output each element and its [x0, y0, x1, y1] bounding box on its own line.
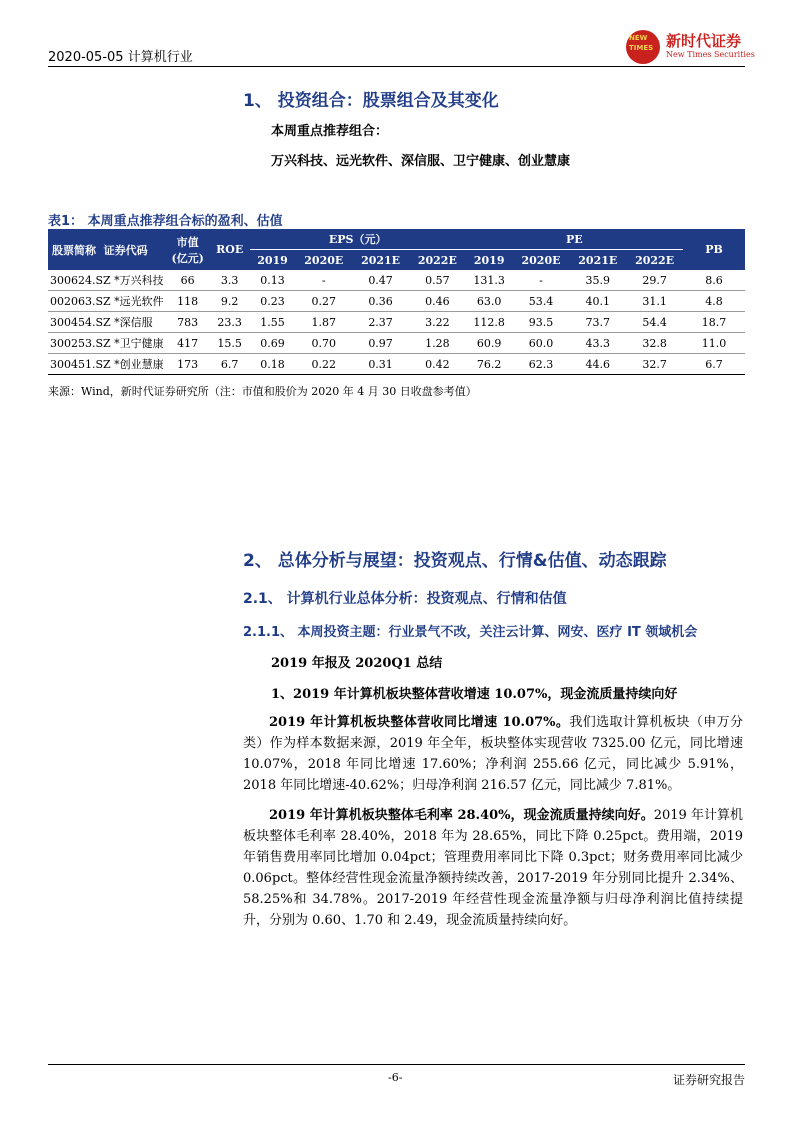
section1-subtitle: 本周重点推荐组合： — [271, 124, 389, 139]
paragraph-2 — [243, 805, 743, 931]
roe-cell: 6.7 — [210, 354, 250, 375]
col-pe-2019: 2019 — [466, 250, 513, 271]
col-name-code: 股票简称 证券代码 — [48, 229, 166, 270]
eps-cell: 0.23 — [250, 291, 296, 312]
eps-cell: 0.18 — [250, 354, 296, 375]
pe-cell: - — [513, 270, 570, 291]
mktcap-cell: 417 — [166, 333, 210, 354]
eps-cell: 0.57 — [409, 270, 466, 291]
stock-cell: 300253.SZ *卫宁健康 — [48, 333, 166, 354]
pb-cell: 4.8 — [683, 291, 745, 312]
company-logo — [626, 28, 756, 64]
mktcap-cell: 118 — [166, 291, 210, 312]
page-number: -6- — [388, 1071, 403, 1084]
eps-cell: 0.47 — [352, 270, 409, 291]
col-pe-2021e: 2021E — [569, 250, 626, 271]
section2-1-title: 2.1、 计算机行业总体分析：投资观点、行情和估值 — [243, 591, 567, 607]
pe-cell: 35.9 — [569, 270, 626, 291]
paragraph-1 — [243, 712, 743, 796]
col-eps-group: EPS（元） — [250, 229, 466, 250]
eps-cell: 0.70 — [295, 333, 352, 354]
col-eps-2019: 2019 — [250, 250, 296, 271]
eps-cell: 0.31 — [352, 354, 409, 375]
col-eps-2021e: 2021E — [352, 250, 409, 271]
pe-cell: 44.6 — [569, 354, 626, 375]
eps-cell: 3.22 — [409, 312, 466, 333]
pe-cell: 53.4 — [513, 291, 570, 312]
summary-title: 2019 年报及 2020Q1 总结 — [271, 656, 443, 671]
pe-cell: 73.7 — [569, 312, 626, 333]
table-row — [48, 312, 745, 333]
footer-rule — [48, 1064, 745, 1065]
stock-cell: 300624.SZ *万兴科技 — [48, 270, 166, 291]
pb-cell: 6.7 — [683, 354, 745, 375]
header-rule — [48, 66, 745, 67]
roe-cell: 15.5 — [210, 333, 250, 354]
eps-cell: 0.46 — [409, 291, 466, 312]
table-row — [48, 333, 745, 354]
stock-cell: 300454.SZ *深信服 — [48, 312, 166, 333]
eps-cell: 0.69 — [250, 333, 296, 354]
pe-cell: 93.5 — [513, 312, 570, 333]
mktcap-cell: 173 — [166, 354, 210, 375]
stock-cell: 002063.SZ *远光软件 — [48, 291, 166, 312]
pe-cell: 32.8 — [626, 333, 683, 354]
table-row — [48, 354, 745, 375]
col-pe-2020e: 2020E — [513, 250, 570, 271]
roe-cell: 3.3 — [210, 270, 250, 291]
eps-cell: 0.22 — [295, 354, 352, 375]
eps-cell: 2.37 — [352, 312, 409, 333]
logo-mark-top: NEW — [629, 34, 648, 42]
eps-cell: 0.42 — [409, 354, 466, 375]
roe-cell: 23.3 — [210, 312, 250, 333]
pe-cell: 63.0 — [466, 291, 513, 312]
pb-cell: 11.0 — [683, 333, 745, 354]
section1-title: 1、 投资组合：股票组合及其变化 — [243, 91, 499, 111]
table-row — [48, 270, 745, 291]
pe-cell: 60.9 — [466, 333, 513, 354]
pe-cell: 62.3 — [513, 354, 570, 375]
table-title: 表1： 本周重点推荐组合标的盈利、估值 — [48, 214, 283, 229]
pe-cell: 112.8 — [466, 312, 513, 333]
pe-cell: 43.3 — [569, 333, 626, 354]
col-roe: ROE — [210, 229, 250, 270]
section2-1-1-title: 2.1.1、 本周投资主题：行业景气不改，关注云计算、网安、医疗 IT 领域机会 — [243, 625, 698, 640]
col-pb: PB — [683, 229, 745, 270]
pe-cell: 131.3 — [466, 270, 513, 291]
pe-cell: 32.7 — [626, 354, 683, 375]
eps-cell: 0.97 — [352, 333, 409, 354]
point1-title: 1、2019 年计算机板块整体营收增速 10.07%，现金流质量持续向好 — [271, 687, 678, 702]
report-industry: 计算机行业 — [127, 50, 193, 65]
stock-cell: 300451.SZ *创业慧康 — [48, 354, 166, 375]
report-date: 2020-05-05 — [48, 50, 124, 65]
table-source: 来源：Wind，新时代证券研究所（注：市值和股价为 2020 年 4 月 30 日收盘参考值） — [48, 385, 477, 398]
portfolio-table — [48, 229, 745, 375]
paragraph-1-body: 我们选取计算机板块（申万分类）作为样本数据来源，2019 年全年，板块整体实现营收 7325.00 亿元，同比增速 10.07%，2018 年同比增速 17.60%；净利润 255.66 亿元，同比减少 5.91%，2018 年同比增速-40.62%；归母净利润 216.57 亿元，同比减少 7.81%。 — [243, 715, 743, 793]
eps-cell: 0.36 — [352, 291, 409, 312]
eps-cell: 1.87 — [295, 312, 352, 333]
pe-cell: 60.0 — [513, 333, 570, 354]
footer-label: 证券研究报告 — [672, 1073, 745, 1087]
logo-en-text: New Times Securities — [666, 50, 755, 59]
pe-cell: 40.1 — [569, 291, 626, 312]
pe-cell: 29.7 — [626, 270, 683, 291]
paragraph-2-body: 2019 年计算机板块整体毛利率 28.40%，2018 年为 28.65%，同比下降 0.25pct。费用端，2019 年销售费用率同比增加 0.04pct；管理费用率同比下降 0.3pct；财务费用率同比减少 0.06pct。整体经营性现金流量净额持续改善，2017-2019 年分别同比提升 2.34%、58.25%和 34.78%。2017-2019 年经营性现金流量净额与归母净利润比值持续提升，分别为 0.60、1.70 和 2.49，现金流质量持续向好。 — [243, 808, 744, 928]
logo-cn-text: 新时代证券 — [666, 32, 742, 50]
eps-cell: - — [295, 270, 352, 291]
mktcap-cell: 783 — [166, 312, 210, 333]
col-pe-2022e: 2022E — [626, 250, 683, 271]
section2-title: 2、 总体分析与展望：投资观点、行情&估值、动态跟踪 — [243, 551, 667, 571]
col-pe-group: PE — [466, 229, 683, 250]
logo-mark-bottom: TIMES — [629, 44, 654, 52]
eps-cell: 1.28 — [409, 333, 466, 354]
mktcap-cell: 66 — [166, 270, 210, 291]
pb-cell: 18.7 — [683, 312, 745, 333]
header-date-industry — [48, 46, 193, 65]
table-row — [48, 291, 745, 312]
pe-cell: 76.2 — [466, 354, 513, 375]
paragraph-2-lead: 2019 年计算机板块整体毛利率 28.40%，现金流质量持续向好。 — [269, 808, 654, 823]
col-eps-2020e: 2020E — [295, 250, 352, 271]
pb-cell: 8.6 — [683, 270, 745, 291]
eps-cell: 0.13 — [250, 270, 296, 291]
pe-cell: 54.4 — [626, 312, 683, 333]
col-eps-2022e: 2022E — [409, 250, 466, 271]
eps-cell: 0.27 — [295, 291, 352, 312]
eps-cell: 1.55 — [250, 312, 296, 333]
section1-stocks: 万兴科技、远光软件、深信服、卫宁健康、创业慧康 — [271, 154, 571, 169]
roe-cell: 9.2 — [210, 291, 250, 312]
pe-cell: 31.1 — [626, 291, 683, 312]
paragraph-1-lead: 2019 年计算机板块整体营收同比增速 10.07%。 — [269, 715, 570, 730]
col-mktcap: 市值 (亿元) — [166, 229, 210, 270]
